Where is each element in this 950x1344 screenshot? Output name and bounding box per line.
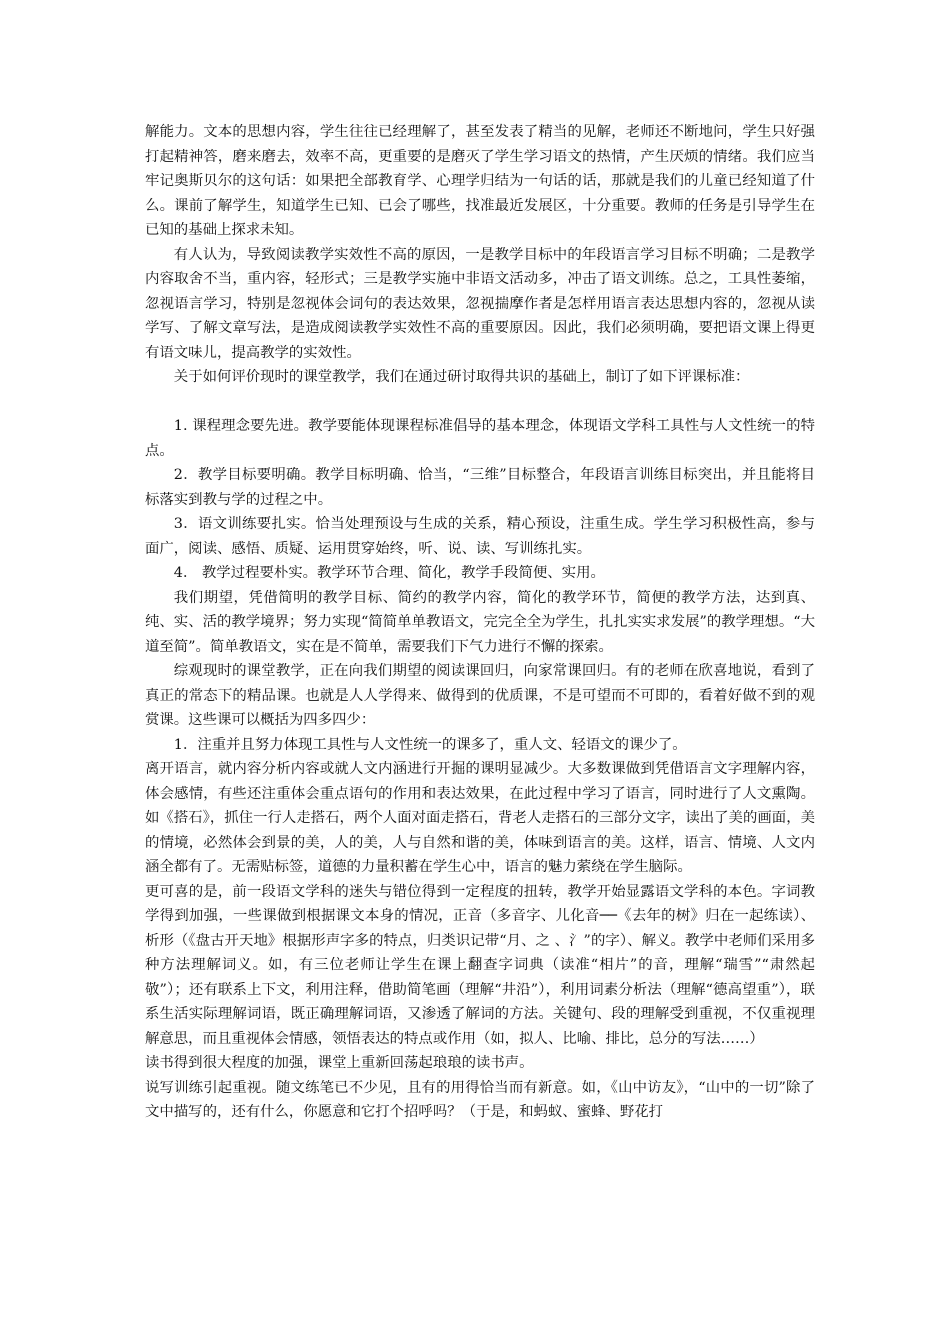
criteria-item: 2．教学目标要明确。教学目标明确、恰当，“三维”目标整合，年段语言训练目标突出，并且能将目标落实到教与学的过程之中。	[145, 467, 815, 508]
document-page	[145, 120, 815, 1125]
criteria-item: 3．语文训练要扎实。恰当处理预设与生成的关系，精心预设，注重生成。学生学习积极性高，参与面广，阅读、感悟、质疑、运用贯穿始终，听、说、读、写训练扎实。	[145, 516, 815, 557]
paragraph: 读书得到很大程度的加强，课堂上重新回荡起琅琅的读书声。	[145, 1055, 534, 1071]
paragraph: 我们期望，凭借简明的教学目标、简约的教学内容，简化的教学环节，简便的教学方法，达到真、纯、实、活的教学境界；努力实现“简简单单教语文，完完全全为学生，扎扎实实求发展”的教学理想。“大道至简”。简单教语文，实在是不简单，需要我们下气力进行不懈的探索。	[145, 589, 815, 655]
paragraph: 综观现时的课堂教学，正在向我们期望的阅读课回归，向家常课回归。有的老师在欣喜地说，看到了真正的常态下的精品课。也就是人人学得来、做得到的优质课，不是可望而不可即的，看着好做不到的观赏课。这些课可以概括为四多四少：	[145, 663, 815, 728]
paragraph: 离开语言，就内容分析内容或就人文内涵进行开掘的课明显减少。大多数课做到凭借语言文字理解内容，体会感情，有些还注重体会重点语句的作用和表达效果，在此过程中学习了语言，同时进行了人文熏陶。如《搭石》，抓住一行人走搭石，两个人面对面走搭石，背老人走搭石的三部分文字，读出了美的画面，美的情境，必然体会到景的美，人的美，人与自然和谐的美，体味到语言的美。这样，语言、情境、人文内涵全都有了。无需贴标签，道德的力量积蓄在学生心中，语言的魅力萦绕在学生脑际。	[145, 761, 815, 875]
paragraph: 关于如何评价现时的课堂教学，我们在通过研讨取得共识的基础上，制订了如下评课标准：	[173, 369, 750, 385]
criteria-item: 1. 课程理念要先进。教学要能体现课程标准倡导的基本理念，体现语文学科工具性与人文性统一的特点。	[145, 418, 815, 459]
criteria-item: 4． 教学过程要朴实。教学环节合理、简化，教学手段简便、实用。	[173, 565, 605, 581]
paragraph: 更可喜的是，前一段语文学科的迷失与错位得到一定程度的扭转，教学开始显露语文学科的本色。字词教学得到加强，一些课做到根据课文本身的情况，正音（多音字、儿化音──《去年的树》归在一起练读）、析形（《盘古开天地》根据形声字多的特点，归类识记带“月、之 、氵”的字）、解义。教学中老师们采用多种方法理解词义。如，有三位老师让学生在课上翻查字词典（读准“相片”的音，理解“瑞雪”“肃然起敬”）；还有联系上下文，利用注释，借助简笔画（理解“井沿”），利用词素分析法（理解“德高望重”），联系生活实际理解词语，既正确理解词语，又渗透了解词的方法。关键句、段的理解受到重视，不仅重视理解意思，而且重视体会情感，领悟表达的特点或作用（如，拟人、比喻、排比，总分的写法……）	[145, 883, 815, 1047]
paragraph: 说写训练引起重视。随文练笔已不少见，且有的用得恰当而有新意。如，《山中访友》，“山中的一切”除了文中描写的，还有什么，你愿意和它打个招呼吗？（于是，和蚂蚁、蜜蜂、野花打	[145, 1079, 815, 1120]
paragraph: 有人认为，导致阅读教学实效性不高的原因，一是教学目标中的年段语言学习目标不明确；二是教学内容取舍不当，重内容，轻形式；三是教学实施中非语文活动多，冲击了语文训练。总之，工具性萎缩，忽视语言学习，特别是忽视体会词句的表达效果，忽视揣摩作者是怎样用语言表达思想内容的，忽视从读学写、了解文章写法，是造成阅读教学实效性不高的重要原因。因此，我们必须明确，要把语文课上得更有语文味儿，提高教学的实效性。	[145, 246, 815, 361]
summary-item: 1．注重并且努力体现工具性与人文性统一的课多了，重人文、轻语文的课少了。	[173, 736, 687, 753]
paragraph: 解能力。文本的思想内容，学生往往已经理解了，甚至发表了精当的见解，老师还不断地问，学生只好强打起精神答，磨来磨去，效率不高，更重要的是磨灭了学生学习语文的热情，产生厌烦的情绪。我们应当牢记奥斯贝尔的这句话：如果把全部教育学、心理学归结为一句话的话，那就是我们的儿童已经知道了什么。课前了解学生，知道学生已知、已会了哪些，找准最近发展区，十分重要。教师的任务是引导学生在已知的基础上探求未知。	[145, 124, 815, 238]
blank-line	[145, 390, 815, 415]
